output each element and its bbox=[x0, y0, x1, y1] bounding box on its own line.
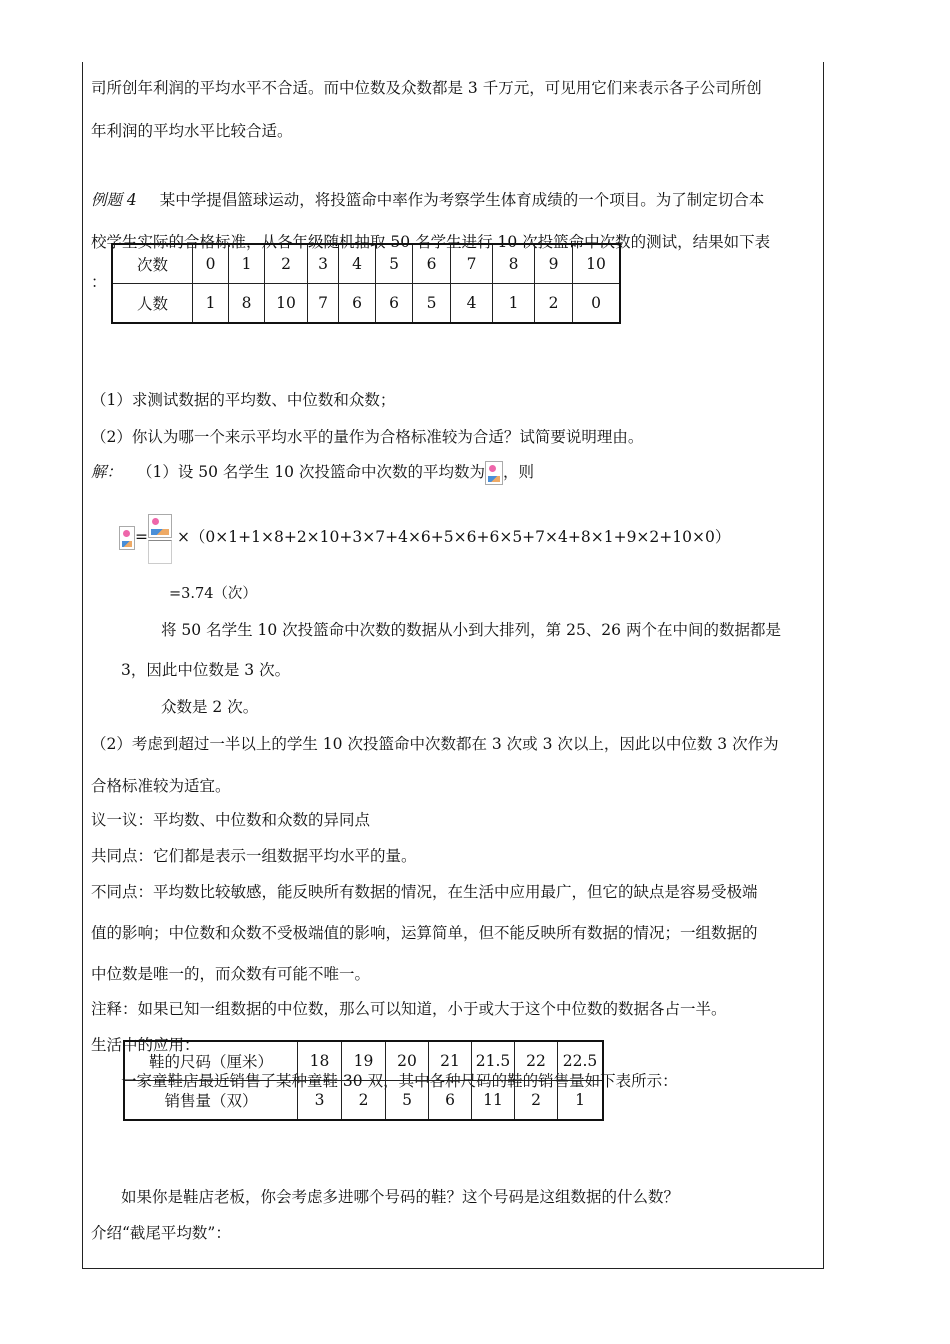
table-cell: 0 bbox=[573, 284, 621, 324]
shoe-intro: 一家童鞋店最近销售了某种童鞋 30 双，其中各种尺码的鞋的销售量如下表所示： bbox=[121, 1072, 678, 1090]
text-line: 校学生实际的合格标准，从各年级随机抽取 50 名学生进行 10 次投篮命中次数的测试，结果如下表 bbox=[91, 233, 771, 251]
discussion-heading: 议一议：平均数、中位数和众数的异同点 bbox=[91, 811, 371, 829]
question-1: （1）求测试数据的平均数、中位数和众数； bbox=[91, 391, 396, 409]
shoe-question: 如果你是鞋店老板，你会考虑多进哪个号码的鞋？这个号码是这组数据的什么数？ bbox=[121, 1188, 680, 1206]
table-cell: 8 bbox=[229, 284, 265, 324]
formula-line bbox=[119, 514, 730, 562]
table-cell: 7 bbox=[308, 284, 339, 324]
differences-text: 不同点：平均数比较敏感，能反映所有数据的情况，在生活中应用最广，但它的缺点是容易受极端 bbox=[91, 883, 758, 901]
table-cell: 1 bbox=[229, 244, 265, 284]
fraction-denominator bbox=[148, 540, 172, 564]
differences-text: 中位数是唯一的，而众数有可能不唯一。 bbox=[91, 965, 371, 983]
solution-label: 解： bbox=[91, 463, 123, 481]
mean-symbol-image-icon bbox=[119, 526, 135, 550]
table-cell: 6 bbox=[413, 244, 451, 284]
table-cell: 2 bbox=[342, 1081, 386, 1121]
trimmed-mean-heading: 介绍“截尾平均数”： bbox=[91, 1224, 231, 1242]
table-header-cell: 销售量（双） bbox=[124, 1081, 298, 1121]
table-row bbox=[124, 1041, 603, 1081]
table-header-cell: 次数 bbox=[112, 244, 193, 284]
solution-text: （1）设 50 名学生 10 次投篮命中次数的平均数为 bbox=[136, 463, 485, 481]
table-cell: 20 bbox=[386, 1041, 429, 1081]
result-line: =3.74（次） bbox=[169, 586, 257, 602]
text-line: ： bbox=[91, 273, 107, 291]
median-text: 将 50 名学生 10 次投篮命中次数的数据从小到大排列，第 25、26 两个在中间的数据都是 bbox=[161, 621, 781, 639]
formula-equals: = bbox=[135, 528, 148, 546]
example-4-line bbox=[91, 188, 764, 210]
table-cell: 21.5 bbox=[472, 1041, 515, 1081]
table-cell: 9 bbox=[535, 244, 573, 284]
example-label: 例题 4 bbox=[91, 191, 137, 209]
table-cell: 3 bbox=[298, 1081, 342, 1121]
table-cell: 1 bbox=[558, 1081, 604, 1121]
table-row bbox=[112, 244, 620, 284]
table-cell: 8 bbox=[493, 244, 535, 284]
fraction-image-icon bbox=[148, 514, 172, 538]
median-text: 3，因此中位数是 3 次。 bbox=[121, 661, 291, 679]
table-cell: 0 bbox=[193, 244, 229, 284]
solution-line bbox=[91, 460, 534, 485]
table-cell: 11 bbox=[472, 1081, 515, 1121]
shot-count-table bbox=[111, 243, 621, 324]
differences-text: 值的影响；中位数和众数不受极端值的影响，运算简单，但不能反映所有数据的情况；一组数据的 bbox=[91, 924, 758, 942]
table-cell: 6 bbox=[429, 1081, 472, 1121]
text-line: 司所创年利润的平均水平不合适。而中位数及众数都是 3 千万元，可见用它们来表示各子公司所创 bbox=[91, 79, 762, 97]
table-cell: 1 bbox=[493, 284, 535, 324]
table-cell: 22 bbox=[515, 1041, 558, 1081]
table-header-cell: 鞋的尺码（厘米） bbox=[124, 1041, 298, 1081]
table-cell: 2 bbox=[535, 284, 573, 324]
mean-symbol-image-icon bbox=[485, 461, 503, 485]
table-cell: 4 bbox=[451, 284, 493, 324]
table-cell: 4 bbox=[339, 244, 376, 284]
common-points: 共同点：它们都是表示一组数据平均水平的量。 bbox=[91, 847, 417, 865]
table-cell: 5 bbox=[386, 1081, 429, 1121]
table-cell: 2 bbox=[515, 1081, 558, 1121]
table-row bbox=[112, 284, 620, 324]
solution-text-end: ，则 bbox=[502, 463, 534, 481]
applications-heading: 生活中的应用： bbox=[91, 1036, 200, 1054]
shoe-size-table bbox=[123, 1040, 604, 1121]
question-2: （2）你认为哪一个来示平均水平的量作为合格标准较为合适？试简要说明理由。 bbox=[91, 428, 644, 446]
note-text: 注释：如果已知一组数据的中位数，那么可以知道，小于或大于这个中位数的数据各占一半。 bbox=[91, 1000, 727, 1018]
table-cell: 6 bbox=[376, 284, 413, 324]
mode-text: 众数是 2 次。 bbox=[161, 698, 259, 716]
table-cell: 10 bbox=[265, 284, 308, 324]
table-cell: 18 bbox=[298, 1041, 342, 1081]
table-cell: 3 bbox=[308, 244, 339, 284]
text-line: 年利润的平均水平比较合适。 bbox=[91, 122, 293, 140]
fraction-image bbox=[148, 514, 172, 562]
table-cell: 19 bbox=[342, 1041, 386, 1081]
table-row bbox=[124, 1081, 603, 1121]
table-cell: 10 bbox=[573, 244, 621, 284]
table-header-cell: 人数 bbox=[112, 284, 193, 324]
table-cell: 21 bbox=[429, 1041, 472, 1081]
example-text: 某中学提倡篮球运动，将投篮命中率作为考察学生体育成绩的一个项目。为了制定切合本 bbox=[159, 191, 765, 209]
table-cell: 22.5 bbox=[558, 1041, 604, 1081]
part-2-text: 合格标准较为适宜。 bbox=[91, 777, 231, 795]
table-cell: 5 bbox=[376, 244, 413, 284]
table-cell: 1 bbox=[193, 284, 229, 324]
part-2-text: （2）考虑到超过一半以上的学生 10 次投篮命中次数都在 3 次或 3 次以上，因此以中位数 3 次作为 bbox=[91, 735, 779, 753]
table-cell: 6 bbox=[339, 284, 376, 324]
table-cell: 7 bbox=[451, 244, 493, 284]
table-cell: 5 bbox=[413, 284, 451, 324]
table-cell: 2 bbox=[265, 244, 308, 284]
formula-text: ×（0×1+1×8+2×10+3×7+4×6+5×6+6×5+7×4+8×1+9×2+10×0） bbox=[176, 528, 731, 546]
